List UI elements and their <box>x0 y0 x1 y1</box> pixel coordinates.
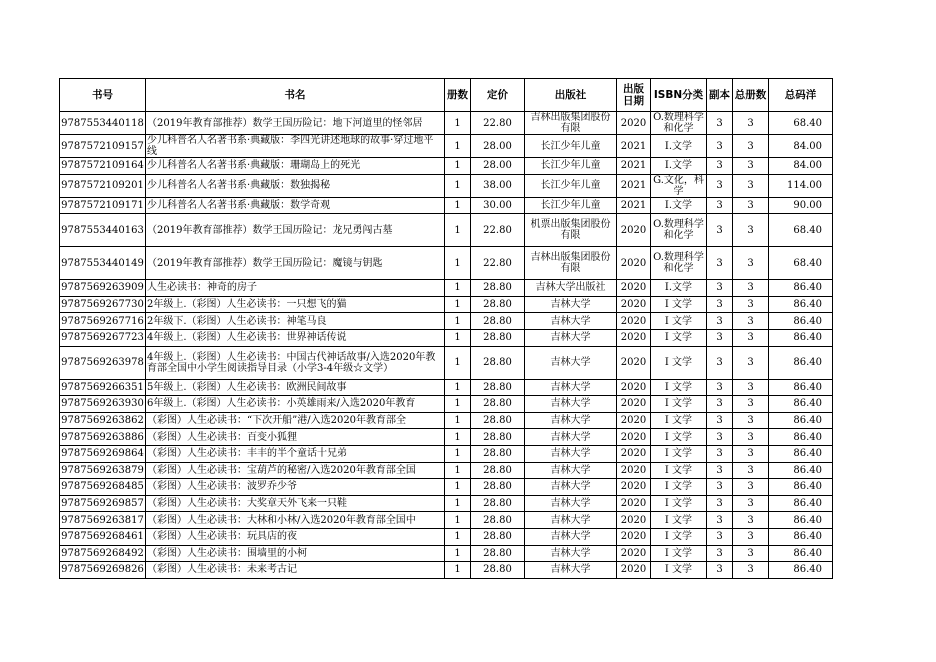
cell-pub-date: 2020 <box>617 412 651 429</box>
cell-pub-date: 2020 <box>617 112 651 135</box>
cell-title: 4年级上.（彩图）人生必读书：中国古代神话故事/入选2020年教育部全国中小学生阅读指导目录（小学3-4年级☆文学） <box>146 346 445 379</box>
cell-total-volumes: 3 <box>733 545 769 562</box>
cell-isbn: 9787569263978 <box>60 346 146 379</box>
cell-copies: 3 <box>707 296 733 313</box>
cell-copies: 3 <box>707 112 733 135</box>
cell-pub-date: 2020 <box>617 296 651 313</box>
cell-price: 28.80 <box>471 280 525 297</box>
cell-category: I.文学 <box>651 197 707 214</box>
cell-pub-date: 2020 <box>617 479 651 496</box>
table-row <box>60 396 833 413</box>
cell-total-price: 86.40 <box>769 379 833 396</box>
cell-title: 2年级下.（彩图）人生必读书：神笔马良 <box>146 313 445 330</box>
cell-price: 28.80 <box>471 412 525 429</box>
cell-volumes: 1 <box>445 462 471 479</box>
cell-publisher: 吉林大学 <box>525 562 617 579</box>
cell-category: I 文学 <box>651 313 707 330</box>
cell-category: I 文学 <box>651 296 707 313</box>
cell-publisher: 吉林大学 <box>525 379 617 396</box>
header-title: 书名 <box>146 79 445 112</box>
cell-copies: 3 <box>707 545 733 562</box>
cell-volumes: 1 <box>445 396 471 413</box>
table-row <box>60 135 833 158</box>
cell-isbn: 9787572109171 <box>60 197 146 214</box>
cell-category: I 文学 <box>651 528 707 545</box>
cell-price: 22.80 <box>471 214 525 247</box>
cell-pub-date: 2020 <box>617 462 651 479</box>
cell-price: 28.80 <box>471 329 525 346</box>
cell-copies: 3 <box>707 445 733 462</box>
cell-total-price: 84.00 <box>769 135 833 158</box>
cell-total-volumes: 3 <box>733 562 769 579</box>
cell-volumes: 1 <box>445 412 471 429</box>
cell-copies: 3 <box>707 562 733 579</box>
cell-total-price: 86.40 <box>769 412 833 429</box>
cell-price: 28.80 <box>471 429 525 446</box>
cell-total-price: 86.40 <box>769 495 833 512</box>
cell-volumes: 1 <box>445 135 471 158</box>
cell-title: （彩图）人生必读书：丰丰的半个童话十兄弟 <box>146 445 445 462</box>
cell-total-volumes: 3 <box>733 462 769 479</box>
cell-volumes: 1 <box>445 545 471 562</box>
cell-price: 28.80 <box>471 462 525 479</box>
cell-isbn: 9787553440118 <box>60 112 146 135</box>
cell-pub-date: 2020 <box>617 329 651 346</box>
cell-volumes: 1 <box>445 512 471 529</box>
cell-isbn: 9787569266351 <box>60 379 146 396</box>
cell-title: （彩图）人生必读书：围墙里的小柯 <box>146 545 445 562</box>
cell-isbn: 9787569263930 <box>60 396 146 413</box>
cell-copies: 3 <box>707 495 733 512</box>
cell-category: I 文学 <box>651 462 707 479</box>
header-copies: 副本 <box>707 79 733 112</box>
cell-category: O.数理科学和化学 <box>651 247 707 280</box>
table-row <box>60 528 833 545</box>
table-row <box>60 280 833 297</box>
cell-title: （彩图）人生必读书：波罗乔少爷 <box>146 479 445 496</box>
cell-pub-date: 2021 <box>617 135 651 158</box>
cell-category: I 文学 <box>651 379 707 396</box>
cell-isbn: 9787572109157 <box>60 135 146 158</box>
cell-volumes: 1 <box>445 214 471 247</box>
cell-copies: 3 <box>707 479 733 496</box>
cell-isbn: 9787553440149 <box>60 247 146 280</box>
cell-copies: 3 <box>707 412 733 429</box>
cell-total-price: 86.40 <box>769 329 833 346</box>
cell-title: 4年级上.（彩图）人生必读书：世界神话传说 <box>146 329 445 346</box>
cell-title: 少儿科普名人名著书系·典藏版：数独揭秘 <box>146 174 445 197</box>
header-category: ISBN分类 <box>651 79 707 112</box>
cell-publisher: 吉林大学 <box>525 412 617 429</box>
cell-isbn: 9787569263909 <box>60 280 146 297</box>
cell-category: G.文化，科学 <box>651 174 707 197</box>
cell-publisher: 吉林大学 <box>525 462 617 479</box>
cell-publisher: 吉林大学 <box>525 512 617 529</box>
table-row <box>60 462 833 479</box>
header-price: 定价 <box>471 79 525 112</box>
cell-total-volumes: 3 <box>733 197 769 214</box>
cell-title: （2019年教育部推荐）数学王国历险记：地下河道里的怪邻居 <box>146 112 445 135</box>
cell-price: 28.00 <box>471 135 525 158</box>
cell-total-volumes: 3 <box>733 247 769 280</box>
cell-pub-date: 2020 <box>617 280 651 297</box>
cell-volumes: 1 <box>445 429 471 446</box>
cell-isbn: 9787569263862 <box>60 412 146 429</box>
cell-pub-date: 2020 <box>617 346 651 379</box>
cell-price: 28.80 <box>471 512 525 529</box>
cell-total-price: 86.40 <box>769 280 833 297</box>
cell-publisher: 吉林出版集团股份有限 <box>525 112 617 135</box>
cell-total-price: 86.40 <box>769 396 833 413</box>
cell-volumes: 1 <box>445 197 471 214</box>
cell-isbn: 9787569269864 <box>60 445 146 462</box>
table-row <box>60 379 833 396</box>
book-table <box>59 78 833 579</box>
table-row <box>60 512 833 529</box>
cell-isbn: 9787553440163 <box>60 214 146 247</box>
cell-total-price: 114.00 <box>769 174 833 197</box>
cell-volumes: 1 <box>445 495 471 512</box>
cell-pub-date: 2020 <box>617 512 651 529</box>
cell-title: 少儿科普名人名著书系·典藏版：珊瑚岛上的死光 <box>146 158 445 175</box>
cell-total-volumes: 3 <box>733 429 769 446</box>
cell-publisher: 长江少年儿童 <box>525 135 617 158</box>
cell-pub-date: 2020 <box>617 396 651 413</box>
header-pub-date: 出版日期 <box>617 79 651 112</box>
cell-pub-date: 2020 <box>617 528 651 545</box>
cell-copies: 3 <box>707 280 733 297</box>
cell-price: 28.80 <box>471 313 525 330</box>
cell-category: I 文学 <box>651 346 707 379</box>
cell-category: I 文学 <box>651 512 707 529</box>
cell-volumes: 1 <box>445 379 471 396</box>
cell-total-volumes: 3 <box>733 528 769 545</box>
cell-volumes: 1 <box>445 174 471 197</box>
table-body <box>60 112 833 579</box>
cell-price: 28.80 <box>471 346 525 379</box>
cell-category: I 文学 <box>651 396 707 413</box>
cell-volumes: 1 <box>445 296 471 313</box>
cell-pub-date: 2020 <box>617 495 651 512</box>
cell-publisher: 吉林大学 <box>525 396 617 413</box>
cell-price: 28.80 <box>471 479 525 496</box>
cell-copies: 3 <box>707 462 733 479</box>
cell-total-price: 68.40 <box>769 247 833 280</box>
cell-publisher: 机票出版集团股份有限 <box>525 214 617 247</box>
cell-title: （彩图）人生必读书：“下次开船”港/入选2020年教育部全 <box>146 412 445 429</box>
table-row <box>60 445 833 462</box>
cell-total-price: 86.40 <box>769 479 833 496</box>
cell-copies: 3 <box>707 329 733 346</box>
cell-isbn: 9787569268492 <box>60 545 146 562</box>
cell-publisher: 吉林大学 <box>525 329 617 346</box>
header-publisher: 出版社 <box>525 79 617 112</box>
cell-volumes: 1 <box>445 445 471 462</box>
cell-price: 28.80 <box>471 562 525 579</box>
cell-title: （2019年教育部推荐）数学王国历险记：魔镜与钥匙 <box>146 247 445 280</box>
table-row <box>60 479 833 496</box>
cell-pub-date: 2020 <box>617 313 651 330</box>
cell-title: 少儿科普名人名著书系·典藏版：李四光讲述地球的故事·穿过地平线 <box>146 135 445 158</box>
cell-category: I.文学 <box>651 280 707 297</box>
cell-total-price: 86.40 <box>769 528 833 545</box>
cell-isbn: 9787572109201 <box>60 174 146 197</box>
cell-publisher: 吉林大学 <box>525 346 617 379</box>
cell-total-volumes: 3 <box>733 346 769 379</box>
cell-copies: 3 <box>707 214 733 247</box>
cell-volumes: 1 <box>445 346 471 379</box>
cell-pub-date: 2020 <box>617 445 651 462</box>
cell-pub-date: 2020 <box>617 562 651 579</box>
cell-total-price: 86.40 <box>769 512 833 529</box>
cell-publisher: 吉林大学 <box>525 429 617 446</box>
cell-publisher: 吉林大学 <box>525 495 617 512</box>
cell-total-volumes: 3 <box>733 512 769 529</box>
cell-title: 人生必读书：神奇的房子 <box>146 280 445 297</box>
cell-total-volumes: 3 <box>733 135 769 158</box>
cell-total-price: 86.40 <box>769 346 833 379</box>
header-row <box>60 79 833 112</box>
cell-title: 2年级上.（彩图）人生必读书：一只想飞的猫 <box>146 296 445 313</box>
cell-copies: 3 <box>707 396 733 413</box>
cell-volumes: 1 <box>445 247 471 280</box>
cell-total-volumes: 3 <box>733 379 769 396</box>
cell-price: 28.80 <box>471 379 525 396</box>
cell-category: I.文学 <box>651 135 707 158</box>
cell-total-volumes: 3 <box>733 495 769 512</box>
cell-publisher: 长江少年儿童 <box>525 158 617 175</box>
cell-category: I 文学 <box>651 495 707 512</box>
cell-copies: 3 <box>707 429 733 446</box>
cell-total-volumes: 3 <box>733 412 769 429</box>
cell-price: 28.80 <box>471 545 525 562</box>
cell-isbn: 9787569263817 <box>60 512 146 529</box>
cell-volumes: 1 <box>445 479 471 496</box>
cell-pub-date: 2020 <box>617 429 651 446</box>
cell-isbn: 9787569267730 <box>60 296 146 313</box>
cell-total-price: 68.40 <box>769 214 833 247</box>
cell-total-volumes: 3 <box>733 158 769 175</box>
cell-copies: 3 <box>707 135 733 158</box>
cell-title: （彩图）人生必读书：玩具店的夜 <box>146 528 445 545</box>
cell-total-price: 86.40 <box>769 313 833 330</box>
cell-copies: 3 <box>707 346 733 379</box>
cell-total-volumes: 3 <box>733 112 769 135</box>
header-total-volumes: 总册数 <box>733 79 769 112</box>
table-row <box>60 112 833 135</box>
table-row <box>60 214 833 247</box>
cell-publisher: 长江少年儿童 <box>525 197 617 214</box>
cell-price: 28.80 <box>471 528 525 545</box>
cell-pub-date: 2021 <box>617 174 651 197</box>
cell-publisher: 吉林大学 <box>525 313 617 330</box>
table-row <box>60 346 833 379</box>
cell-total-volumes: 3 <box>733 329 769 346</box>
cell-total-price: 86.40 <box>769 429 833 446</box>
cell-title: （2019年教育部推荐）数学王国历险记：龙兄勇闯古墓 <box>146 214 445 247</box>
cell-total-volumes: 3 <box>733 280 769 297</box>
cell-publisher: 吉林大学 <box>525 528 617 545</box>
cell-publisher: 吉林出版集团股份有限 <box>525 247 617 280</box>
table-row <box>60 158 833 175</box>
cell-total-volumes: 3 <box>733 479 769 496</box>
cell-price: 28.80 <box>471 495 525 512</box>
cell-copies: 3 <box>707 158 733 175</box>
cell-price: 28.80 <box>471 445 525 462</box>
cell-copies: 3 <box>707 197 733 214</box>
cell-isbn: 9787569267716 <box>60 313 146 330</box>
cell-total-price: 86.40 <box>769 296 833 313</box>
table-row <box>60 495 833 512</box>
cell-isbn: 9787572109164 <box>60 158 146 175</box>
cell-total-volumes: 3 <box>733 214 769 247</box>
cell-category: I 文学 <box>651 545 707 562</box>
cell-category: I.文学 <box>651 158 707 175</box>
table-row <box>60 412 833 429</box>
cell-isbn: 9787569267723 <box>60 329 146 346</box>
cell-copies: 3 <box>707 247 733 280</box>
cell-isbn: 9787569263886 <box>60 429 146 446</box>
header-total-price: 总码洋 <box>769 79 833 112</box>
cell-category: O.数理科学和化学 <box>651 112 707 135</box>
cell-total-volumes: 3 <box>733 174 769 197</box>
cell-price: 22.80 <box>471 247 525 280</box>
cell-total-price: 86.40 <box>769 445 833 462</box>
cell-title: （彩图）人生必读书：未来考古记 <box>146 562 445 579</box>
cell-pub-date: 2021 <box>617 158 651 175</box>
cell-total-price: 86.40 <box>769 562 833 579</box>
cell-pub-date: 2021 <box>617 197 651 214</box>
cell-price: 30.00 <box>471 197 525 214</box>
cell-volumes: 1 <box>445 158 471 175</box>
cell-title: （彩图）人生必读书：大奖章天外飞来一只鞋 <box>146 495 445 512</box>
cell-category: I 文学 <box>651 562 707 579</box>
cell-total-price: 86.40 <box>769 545 833 562</box>
cell-category: I 文学 <box>651 329 707 346</box>
cell-volumes: 1 <box>445 562 471 579</box>
table-row <box>60 174 833 197</box>
cell-publisher: 吉林大学出版社 <box>525 280 617 297</box>
cell-isbn: 9787569269857 <box>60 495 146 512</box>
cell-total-volumes: 3 <box>733 296 769 313</box>
cell-price: 22.80 <box>471 112 525 135</box>
cell-title: 5年级上.（彩图）人生必读书：欧洲民间故事 <box>146 379 445 396</box>
table-row <box>60 313 833 330</box>
cell-publisher: 吉林大学 <box>525 479 617 496</box>
cell-category: O.数理科学和化学 <box>651 214 707 247</box>
cell-category: I 文学 <box>651 479 707 496</box>
table-row <box>60 329 833 346</box>
cell-total-volumes: 3 <box>733 396 769 413</box>
cell-title: （彩图）人生必读书：大林和小林/入选2020年教育部全国中 <box>146 512 445 529</box>
cell-total-price: 90.00 <box>769 197 833 214</box>
cell-volumes: 1 <box>445 329 471 346</box>
cell-total-volumes: 3 <box>733 445 769 462</box>
cell-price: 38.00 <box>471 174 525 197</box>
cell-price: 28.00 <box>471 158 525 175</box>
cell-publisher: 吉林大学 <box>525 296 617 313</box>
cell-volumes: 1 <box>445 112 471 135</box>
cell-pub-date: 2020 <box>617 379 651 396</box>
cell-volumes: 1 <box>445 528 471 545</box>
cell-copies: 3 <box>707 528 733 545</box>
cell-pub-date: 2020 <box>617 214 651 247</box>
cell-title: （彩图）人生必读书：百变小狐狸 <box>146 429 445 446</box>
header-isbn: 书号 <box>60 79 146 112</box>
cell-isbn: 9787569269826 <box>60 562 146 579</box>
cell-pub-date: 2020 <box>617 545 651 562</box>
table-row <box>60 545 833 562</box>
cell-volumes: 1 <box>445 280 471 297</box>
cell-copies: 3 <box>707 379 733 396</box>
cell-copies: 3 <box>707 512 733 529</box>
cell-volumes: 1 <box>445 313 471 330</box>
cell-category: I 文学 <box>651 445 707 462</box>
cell-total-price: 86.40 <box>769 462 833 479</box>
cell-isbn: 9787569268461 <box>60 528 146 545</box>
table-row <box>60 429 833 446</box>
cell-title: 少儿科普名人名著书系·典藏版：数学奇观 <box>146 197 445 214</box>
cell-price: 28.80 <box>471 296 525 313</box>
cell-isbn: 9787569263879 <box>60 462 146 479</box>
cell-copies: 3 <box>707 313 733 330</box>
table-row <box>60 247 833 280</box>
cell-pub-date: 2020 <box>617 247 651 280</box>
cell-price: 28.80 <box>471 396 525 413</box>
table-row <box>60 296 833 313</box>
cell-title: （彩图）人生必读书：宝葫芦的秘密/入选2020年教育部全国 <box>146 462 445 479</box>
cell-copies: 3 <box>707 174 733 197</box>
table-row <box>60 562 833 579</box>
cell-title: 6年级上.（彩图）人生必读书：小英雄雨来/入选2020年教育 <box>146 396 445 413</box>
cell-publisher: 吉林大学 <box>525 545 617 562</box>
cell-publisher: 长江少年儿童 <box>525 174 617 197</box>
header-volumes: 册数 <box>445 79 471 112</box>
cell-total-price: 84.00 <box>769 158 833 175</box>
cell-total-price: 68.40 <box>769 112 833 135</box>
cell-publisher: 吉林大学 <box>525 445 617 462</box>
cell-category: I 文学 <box>651 412 707 429</box>
cell-isbn: 9787569268485 <box>60 479 146 496</box>
cell-category: I 文学 <box>651 429 707 446</box>
cell-total-volumes: 3 <box>733 313 769 330</box>
table-row <box>60 197 833 214</box>
